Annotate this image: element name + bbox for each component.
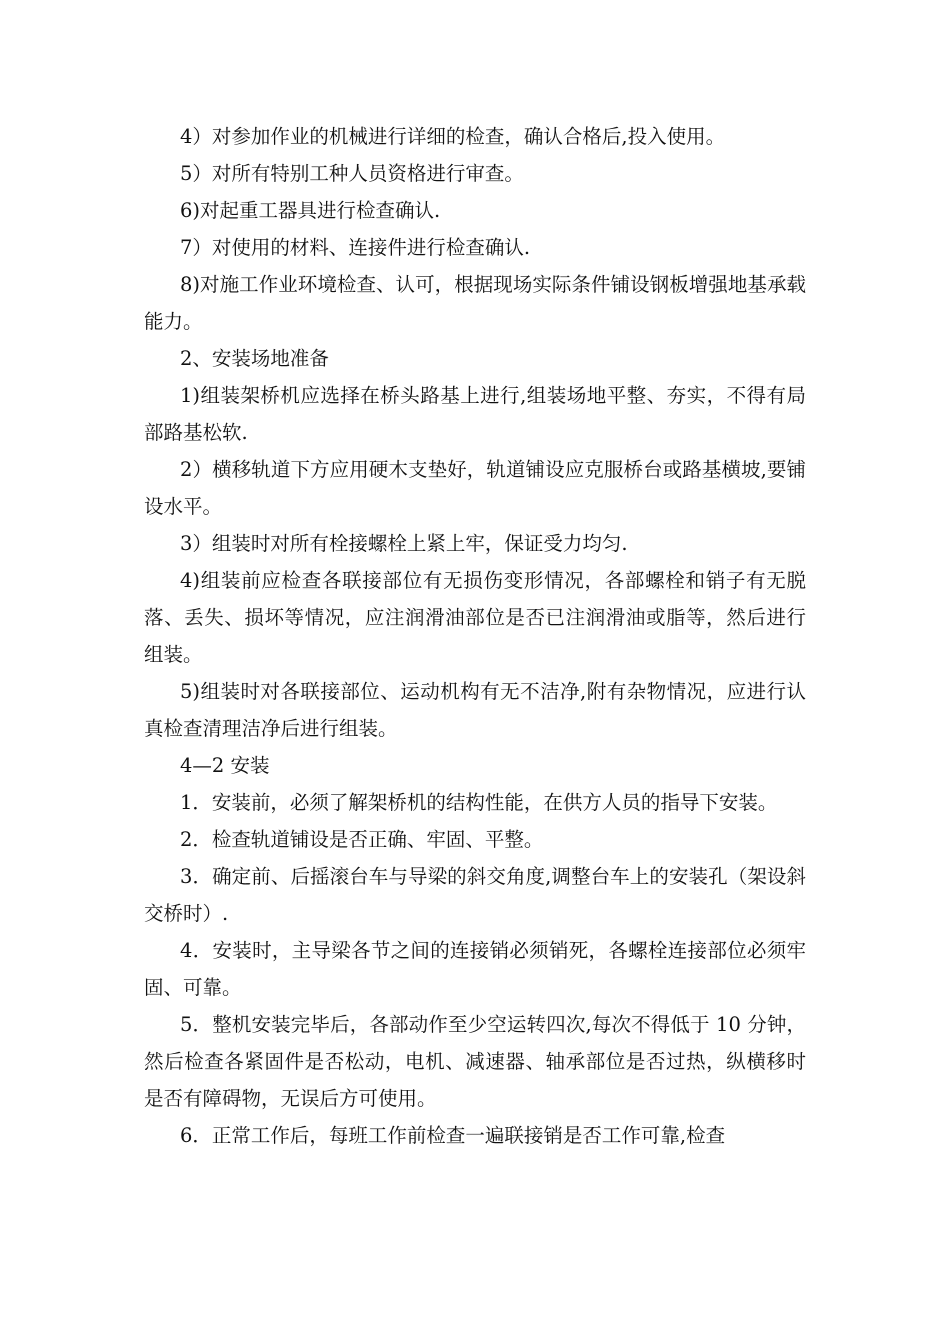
- paragraph-install-step-3: 3．确定前、后摇滚台车与导梁的斜交角度,调整台车上的安装孔（架设斜交桥时）.: [144, 865, 806, 925]
- document-body: [144, 118, 806, 1154]
- paragraph-install-step-6: 6．正常工作后，每班工作前检查一遍联接销是否工作可靠,检查: [180, 1124, 726, 1147]
- paragraph-inspect-machinery: 4）对参加作业的机械进行详细的检查，确认合格后,投入使用。: [180, 125, 726, 148]
- paragraph-pre-assembly-check: 4)组装前应检查各联接部位有无损伤变形情况，各部螺栓和销子有无脱落、丢失、损坏等情况，应注润滑油部位是否已注润滑油或脂等，然后进行组装。: [144, 569, 806, 666]
- section-heading-installation: 4—2 安装: [180, 754, 270, 777]
- paragraph-inspect-lifting-tools: 6)对起重工器具进行检查确认.: [180, 199, 441, 222]
- paragraph-assembly-site: 1)组装架桥机应选择在桥头路基上进行,组装场地平整、夯实，不得有局部路基松软.: [144, 384, 806, 444]
- paragraph-install-step-1: 1．安装前，必须了解架桥机的结构性能，在供方人员的指导下安装。: [180, 791, 778, 814]
- paragraph-install-step-4: 4．安装时，主导梁各节之间的连接销必须销死，各螺栓连接部位必须牢固、可靠。: [144, 939, 806, 999]
- paragraph-track-support: 2）横移轨道下方应用硬木支垫好，轨道铺设应克服桥台或路基横坡,要铺设水平。: [144, 458, 806, 518]
- paragraph-install-step-5: 5．整机安装完毕后，各部动作至少空运转四次,每次不得低于 10 分钟，然后检查各紧固件是否松动，电机、减速器、轴承部位是否过热，纵横移时是否有障碍物，无误后方可使用。: [144, 1013, 806, 1110]
- paragraph-bolt-tightening: 3）组装时对所有栓接螺栓上紧上牢，保证受力均匀.: [180, 532, 628, 555]
- section-heading-site-preparation: 2、安装场地准备: [180, 347, 329, 370]
- paragraph-inspect-environment: 8)对施工作业环境检查、认可，根据现场实际条件铺设钢板增强地基承载能力。: [144, 273, 806, 333]
- paragraph-cleanliness-check: 5)组装时对各联接部位、运动机构有无不洁净,附有杂物情况，应进行认真检查清理洁净后进行组装。: [144, 680, 806, 740]
- paragraph-install-step-2: 2．检查轨道铺设是否正确、牢固、平整。: [180, 828, 544, 851]
- paragraph-inspect-materials: 7）对使用的材料、连接件进行检查确认.: [180, 236, 531, 259]
- paragraph-inspect-personnel: 5）对所有特别工种人员资格进行审查。: [180, 162, 524, 185]
